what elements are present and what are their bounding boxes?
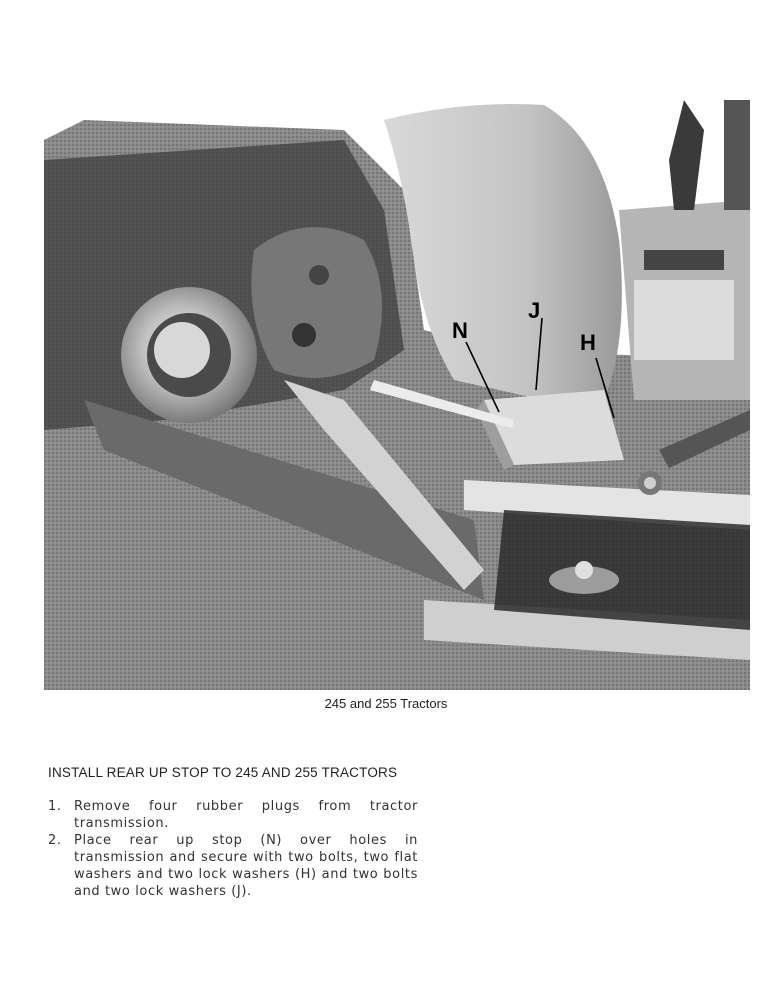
- callout-h: H: [580, 330, 596, 355]
- step-text: Place rear up stop (N) over holes in transmission and secure with two bolts, two flat washers and two lock washers (H) and two bolts and two lock washers (J).: [74, 833, 418, 899]
- step-text: Remove four rubber plugs from tractor transmission.: [74, 799, 418, 831]
- instruction-step: [48, 798, 418, 832]
- tractor-photo-illustration: [44, 100, 750, 690]
- tractor-photo: [44, 100, 750, 690]
- instruction-step: [48, 832, 418, 900]
- figure-caption: 245 and 255 Tractors: [324, 696, 448, 711]
- section-heading: INSTALL REAR UP STOP TO 245 AND 255 TRACTORS: [48, 765, 398, 780]
- instruction-list: [48, 798, 418, 900]
- step-number: 1.: [48, 799, 62, 814]
- callout-j: J: [528, 298, 541, 323]
- callout-n: N: [452, 318, 468, 343]
- step-number: 2.: [48, 833, 62, 848]
